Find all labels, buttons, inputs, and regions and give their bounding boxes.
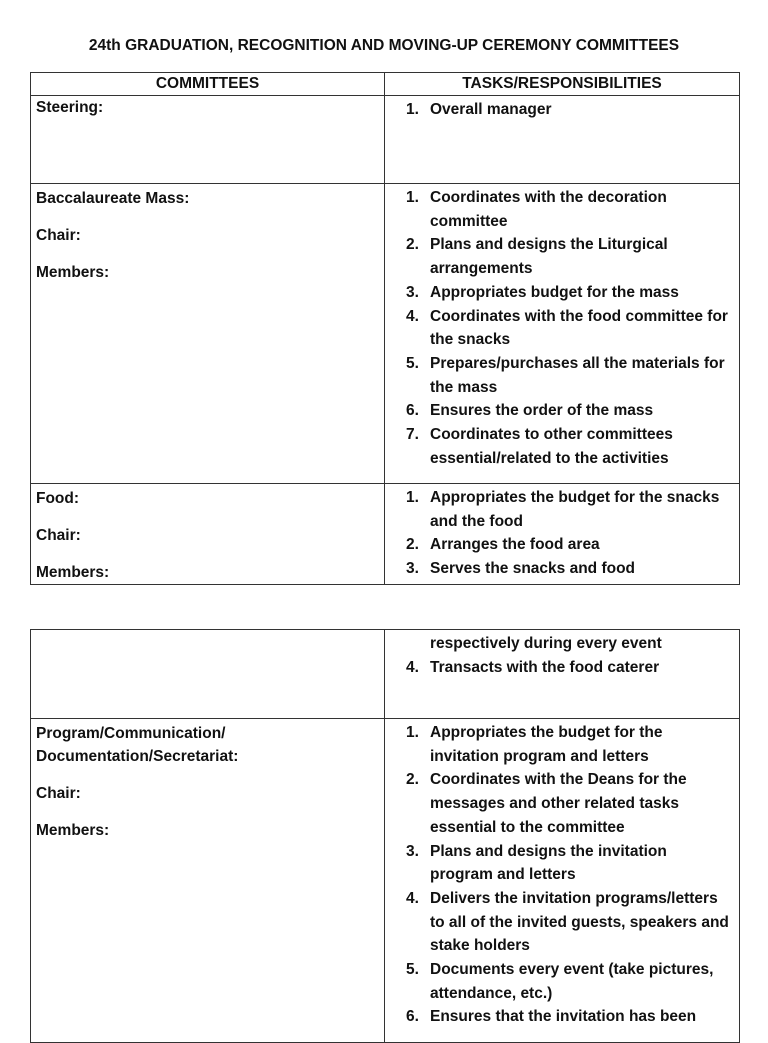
table-row-steering xyxy=(31,96,740,184)
task-list-mass xyxy=(390,184,734,470)
committee-name-mass: Baccalaureate Mass: xyxy=(36,190,190,207)
task-item: 2. Plans and designs the Liturgical arrangements xyxy=(406,236,668,278)
table-header-row xyxy=(31,73,740,96)
task-item: 7. Coordinates to other committees essential/related to the activities xyxy=(406,426,673,467)
members-label: Members: xyxy=(36,822,110,839)
task-list-steering xyxy=(390,96,734,122)
task-item: 2. Coordinates with the Deans for the messages and other related tasks essential to the committee xyxy=(406,771,687,836)
table-row-food-continued xyxy=(31,630,740,719)
committee-name-food: Food: xyxy=(36,490,80,507)
committees-table-page-1 xyxy=(30,72,740,585)
task-item: 1. Overall manager xyxy=(406,101,552,118)
task-item: 5. Documents every event (take pictures, attendance, etc.) xyxy=(406,961,714,1002)
task-item: 5. Prepares/purchases all the materials for the mass xyxy=(406,354,725,396)
tasks-column-header: TASKS/RESPONSIBILITIES xyxy=(385,73,740,96)
task-item: 2. Arranges the food area xyxy=(406,536,600,554)
tasks-cell-food xyxy=(385,484,740,585)
chair-label: Chair: xyxy=(36,527,81,544)
table-row-baccalaureate-mass xyxy=(31,184,740,484)
committee-cell-food-continued xyxy=(31,630,385,719)
table-row-food xyxy=(31,484,740,585)
tasks-cell-program xyxy=(385,719,740,1043)
task-list-program xyxy=(390,719,734,1029)
tasks-cell-steering xyxy=(385,96,740,184)
table-row-program xyxy=(31,719,740,1043)
members-label: Members: xyxy=(36,564,110,581)
task-item-continuation: respectively during every event xyxy=(430,635,662,652)
chair-label: Chair: xyxy=(36,785,81,802)
committee-name-program-line2: Documentation/Secretariat: xyxy=(36,748,239,765)
committees-table-page-2 xyxy=(30,629,740,1043)
committee-cell-mass xyxy=(31,184,385,484)
task-item: 1. Coordinates with the decoration committee xyxy=(406,189,667,230)
task-item: 6. Ensures that the invitation has been xyxy=(406,1008,697,1026)
chair-label: Chair: xyxy=(36,227,81,244)
task-item: 3. Plans and designs the invitation program and letters xyxy=(406,842,667,884)
committee-cell-program xyxy=(31,719,385,1043)
committee-cell-steering xyxy=(31,96,385,184)
task-item: 4. Transacts with the food caterer xyxy=(406,658,660,676)
task-item: 1. Appropriates the budget for the invitation program and letters xyxy=(406,724,663,765)
task-item: 6. Ensures the order of the mass xyxy=(406,402,654,420)
committee-name-steering: Steering: xyxy=(36,99,104,116)
tasks-cell-food-continued xyxy=(385,630,740,719)
task-item: 4. Coordinates with the food committee for the snacks xyxy=(406,307,728,349)
task-list-food xyxy=(390,484,734,581)
committee-name-program-line1: Program/Communication/ xyxy=(36,725,226,742)
committees-column-header: COMMITTEES xyxy=(31,73,385,96)
task-item: 3. Serves the snacks and food xyxy=(406,560,636,578)
members-label: Members: xyxy=(36,264,110,281)
task-item: 1. Appropriates the budget for the snacks and the food xyxy=(406,489,720,530)
tasks-cell-mass xyxy=(385,184,740,484)
task-item: 4. Delivers the invitation programs/letters to all of the invited guests, speakers and stake holders xyxy=(406,889,729,955)
committee-cell-food xyxy=(31,484,385,585)
task-list-food-continued xyxy=(390,630,734,679)
document-title: 24th GRADUATION, RECOGNITION AND MOVING-UP CEREMONY COMMITTEES xyxy=(88,37,680,54)
task-item: 3. Appropriates budget for the mass xyxy=(406,283,679,301)
